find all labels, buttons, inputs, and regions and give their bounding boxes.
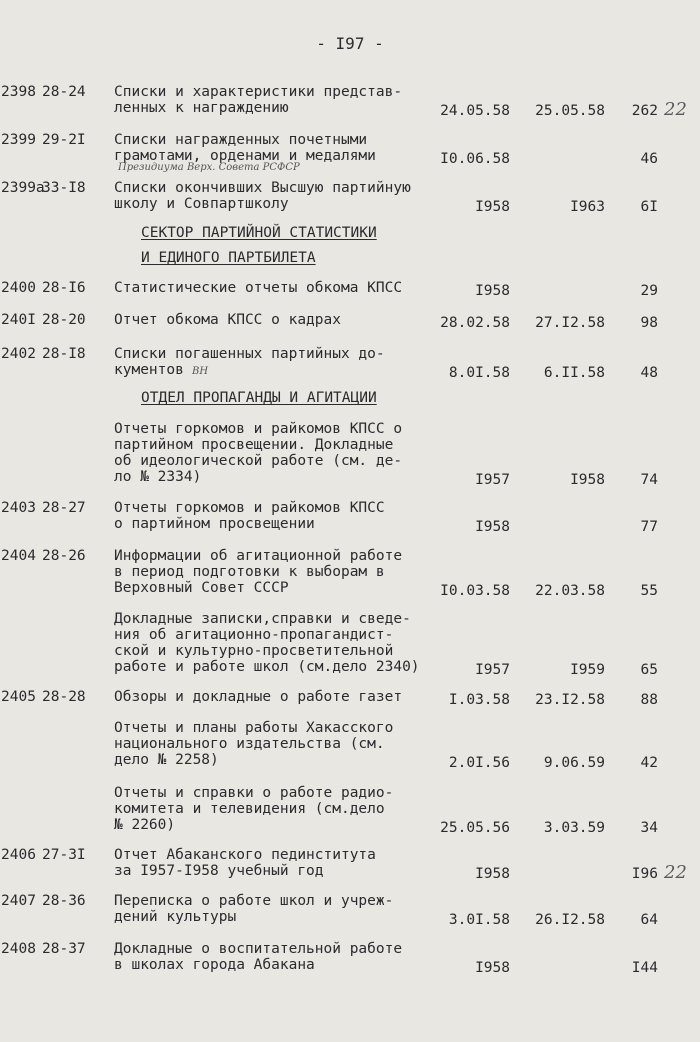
date-from: I958 — [475, 960, 510, 976]
handwritten-mark: 22 — [664, 862, 687, 883]
case-title-line: Отчеты и справки о работе радио- — [114, 785, 394, 801]
case-title-line: № 2260) — [114, 817, 176, 833]
case-title-line: Обзоры и докладные о работе газет — [114, 689, 403, 705]
case-title-line: Докладные записки,справки и сведе- — [114, 611, 411, 627]
sheet-count: 64 — [640, 912, 658, 928]
handwritten-note: ВН — [192, 366, 209, 377]
date-to: I958 — [570, 472, 605, 488]
date-from: I0.03.58 — [440, 583, 510, 599]
handwritten-mark: 22 — [664, 99, 687, 120]
case-title-line: ло № 2334) — [114, 469, 202, 485]
case-code: 33-I8 — [42, 180, 86, 196]
case-title-line: Списки погашенных партийных до- — [114, 346, 385, 362]
page-number: - I97 - — [316, 34, 384, 53]
case-title-line: Списки и характеристики представ- — [114, 84, 403, 100]
case-title-line: национального издательства (см. — [114, 736, 385, 752]
section-heading — [141, 390, 377, 407]
date-from: 25.05.56 — [440, 820, 510, 836]
case-code: 28-24 — [42, 84, 86, 100]
case-title-line: Отчеты горкомов и райкомов КПСС — [114, 500, 385, 516]
date-from: I958 — [475, 283, 510, 299]
date-from: I958 — [475, 199, 510, 215]
date-from: I958 — [475, 866, 510, 882]
date-from: I957 — [475, 662, 510, 678]
sheet-count: 77 — [640, 519, 658, 535]
date-from: 3.0I.58 — [448, 912, 510, 928]
case-number: 2408 — [1, 941, 36, 957]
section-heading — [141, 225, 377, 267]
case-code: 28-27 — [42, 500, 86, 516]
sheet-count: 65 — [640, 662, 658, 678]
date-to: 26.I2.58 — [535, 912, 605, 928]
sheet-count: 29 — [640, 283, 658, 299]
handwritten-note: Президиума Верх. Совета РСФСР — [118, 162, 300, 173]
date-from: I.03.58 — [448, 692, 510, 708]
date-from: I958 — [475, 519, 510, 535]
case-title-line: Списки награжденных почетными — [114, 132, 368, 148]
case-title-line: Переписка о работе школ и учреж- — [114, 893, 394, 909]
inventory-entry — [0, 941, 700, 1001]
sheet-count: I44 — [631, 960, 658, 976]
case-title-line: о партийном просвещении — [114, 516, 315, 532]
sheet-count: 74 — [640, 472, 658, 488]
inventory-entry — [0, 611, 700, 678]
case-title-line: Докладные о воспитательной работе — [114, 941, 403, 957]
case-code: 28-37 — [42, 941, 86, 957]
sheet-count: 42 — [640, 755, 658, 771]
inventory-entry — [0, 548, 700, 608]
case-code: 28-I6 — [42, 280, 86, 296]
case-title-line: дений культуры — [114, 909, 237, 925]
date-to: 22.03.58 — [535, 583, 605, 599]
case-title-line: ской и культурно-просветительной — [114, 643, 394, 659]
date-to: 3.03.59 — [543, 820, 605, 836]
case-code: 28-36 — [42, 893, 86, 909]
case-number: 240I — [1, 312, 36, 328]
sheet-count: I96 — [631, 866, 658, 882]
case-number: 2404 — [1, 548, 36, 564]
case-number: 2402 — [1, 346, 36, 362]
case-title-line: комитета и телевидения (см.дело — [114, 801, 385, 817]
case-number: 2400 — [1, 280, 36, 296]
date-to: I963 — [570, 199, 605, 215]
section-heading-line: СЕКТОР ПАРТИЙНОЙ СТАТИСТИКИ — [141, 225, 377, 241]
date-to: 25.05.58 — [535, 103, 605, 119]
case-code: 28-I8 — [42, 346, 86, 362]
case-title-line: Отчет Абаканского пединститута — [114, 847, 376, 863]
date-from: 2.0I.56 — [448, 755, 510, 771]
case-title-line: ленных к награждению — [114, 100, 289, 116]
case-number: 2407 — [1, 893, 36, 909]
date-from: 8.0I.58 — [448, 365, 510, 381]
sheet-count: 6I — [640, 199, 658, 215]
case-code: 29-2I — [42, 132, 86, 148]
date-from: I957 — [475, 472, 510, 488]
case-code: 28-26 — [42, 548, 86, 564]
section-heading-line: И ЕДИНОГО ПАРТБИЛЕТА — [141, 250, 316, 266]
case-number: 2403 — [1, 500, 36, 516]
case-title-line: в период подготовки к выборам в — [114, 564, 385, 580]
case-title-line: Статистические отчеты обкома КПСС — [114, 280, 403, 296]
case-title-line: в школах города Абакана — [114, 957, 315, 973]
sheet-count: 34 — [640, 820, 658, 836]
case-title-line: школу и Совпартшколу — [114, 196, 289, 212]
case-title-line: Отчет обкома КПСС о кадрах — [114, 312, 341, 328]
date-to: 6.II.58 — [543, 365, 605, 381]
case-title-line: Отчеты горкомов и райкомов КПСС о — [114, 421, 403, 437]
case-code: 28-20 — [42, 312, 86, 328]
case-number: 2399 — [1, 132, 36, 148]
sheet-count: 46 — [640, 151, 658, 167]
inventory-entry — [0, 785, 700, 845]
sheet-count: 48 — [640, 365, 658, 381]
case-title-line: работе и работе школ (см.дело 2340) — [114, 659, 420, 675]
case-title-line: грамотами, орденами и медалями — [114, 148, 376, 164]
case-title-line: за I957-I958 учебный год — [114, 863, 324, 879]
case-title-line: ния об агитационно-пропагандист- — [114, 627, 394, 643]
inventory-entry — [0, 720, 700, 780]
date-to: 23.I2.58 — [535, 692, 605, 708]
sheet-count: 262 — [631, 103, 658, 119]
date-from: 28.02.58 — [440, 315, 510, 331]
case-title-line: дело № 2258) — [114, 752, 219, 768]
case-code: 27-3I — [42, 847, 86, 863]
case-number: 2398 — [1, 84, 36, 100]
case-title-line: партийном просвещении. Докладные — [114, 437, 394, 453]
date-from: I0.06.58 — [440, 151, 510, 167]
case-title-line: Информации об агитационной работе — [114, 548, 403, 564]
sheet-count: 88 — [640, 692, 658, 708]
section-heading-line: ОТДЕЛ ПРОПАГАНДЫ И АГИТАЦИИ — [141, 390, 377, 406]
case-title-line: кументов — [114, 362, 184, 378]
date-to: 27.I2.58 — [535, 315, 605, 331]
case-title-line: об идеологической работе (см. де- — [114, 453, 403, 469]
case-title-line: Отчеты и планы работы Хакасского — [114, 720, 394, 736]
date-from: 24.05.58 — [440, 103, 510, 119]
date-to: 9.06.59 — [543, 755, 605, 771]
sheet-count: 98 — [640, 315, 658, 331]
sheet-count: 55 — [640, 583, 658, 599]
case-number: 2405 — [1, 689, 36, 705]
case-number: 2399а — [1, 180, 45, 196]
case-title-line: Списки окончивших Высшую партийную — [114, 180, 411, 196]
date-to: I959 — [570, 662, 605, 678]
case-code: 28-28 — [42, 689, 86, 705]
inventory-entry — [0, 421, 700, 488]
case-number: 2406 — [1, 847, 36, 863]
case-title-line: Верховный Совет СССР — [114, 580, 289, 596]
